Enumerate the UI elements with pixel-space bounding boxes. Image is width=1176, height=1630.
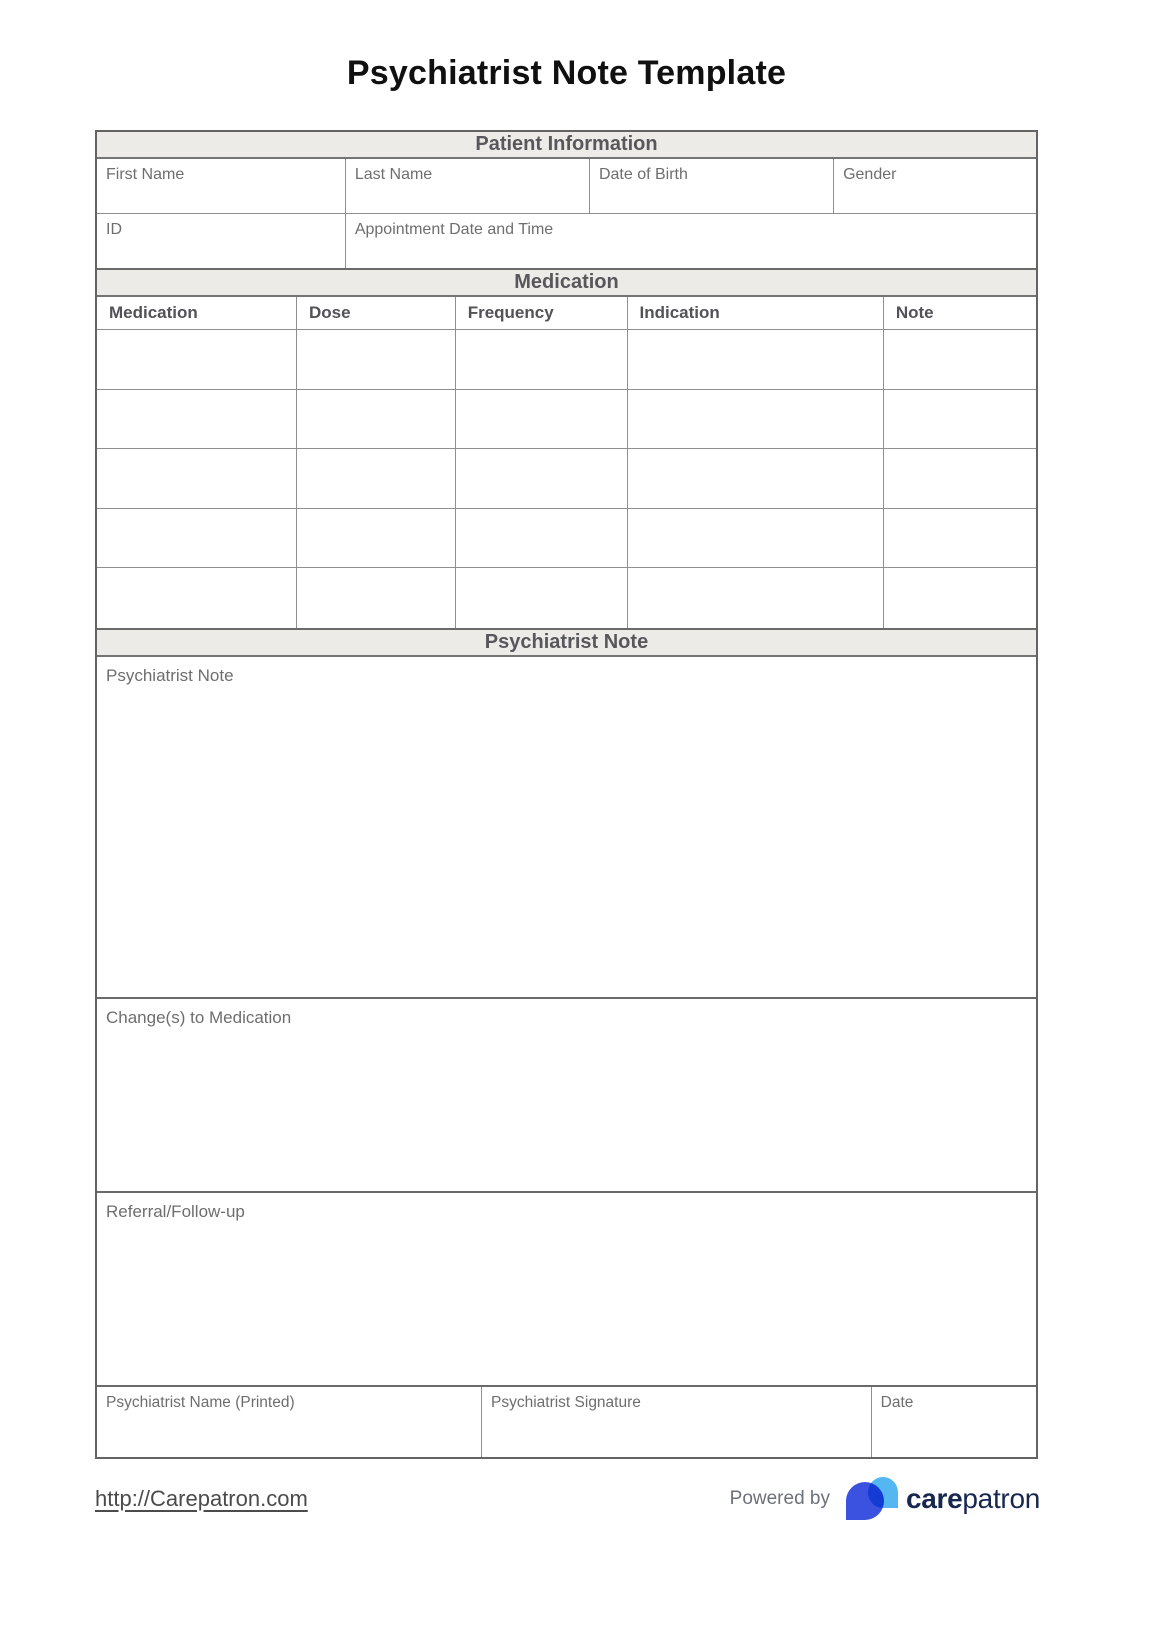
section-header-patient-information xyxy=(97,132,1036,159)
medication-title: Medication xyxy=(514,271,619,293)
patient-information-title: Patient Information xyxy=(475,133,658,155)
gender-field[interactable] xyxy=(834,159,1036,214)
medication-column-header xyxy=(97,297,297,330)
psychiatrist-note-title: Psychiatrist Note xyxy=(484,630,649,653)
logo-bubble-light xyxy=(868,1477,898,1508)
date-of-birth-field[interactable] xyxy=(590,159,834,214)
psychiatrist-note-form xyxy=(95,130,1038,1459)
note-cell[interactable] xyxy=(884,449,1036,509)
gender-label: Gender xyxy=(843,166,897,183)
psychiatrist-note-label: Psychiatrist Note xyxy=(106,665,234,685)
date-field[interactable] xyxy=(872,1387,1036,1457)
carepatron-link[interactable]: http://Carepatron.com xyxy=(95,1486,308,1511)
id-label: ID xyxy=(106,221,122,238)
medication-cell[interactable] xyxy=(97,390,297,450)
psychiatrist-signature-field[interactable] xyxy=(482,1387,872,1457)
medication-cell[interactable] xyxy=(97,509,297,569)
note-cell[interactable] xyxy=(884,390,1036,450)
note-column-header xyxy=(884,297,1036,330)
medication-cell[interactable] xyxy=(97,449,297,509)
indication-cell[interactable] xyxy=(628,390,884,450)
page-title: Psychiatrist Note Template xyxy=(346,54,787,92)
frequency-cell[interactable] xyxy=(456,390,628,450)
last-name-field[interactable] xyxy=(346,159,590,214)
dose-cell[interactable] xyxy=(297,390,456,450)
psychiatrist-note-field[interactable] xyxy=(97,657,1036,999)
indication-col-label: Indication xyxy=(639,303,720,322)
psychiatrist-name-label: Psychiatrist Name (Printed) xyxy=(106,1393,295,1411)
appointment-date-time-field[interactable] xyxy=(346,214,1036,268)
referral-followup-field[interactable] xyxy=(97,1193,1036,1387)
note-col-label: Note xyxy=(895,303,934,322)
section-header-medication xyxy=(97,268,1036,297)
first-name-field[interactable] xyxy=(97,159,346,214)
carepatron-wordmark xyxy=(906,1483,1040,1515)
frequency-cell[interactable] xyxy=(456,449,628,509)
medication-row xyxy=(97,390,1036,450)
psychiatrist-signature-label: Psychiatrist Signature xyxy=(490,1393,641,1411)
note-cell[interactable] xyxy=(884,330,1036,390)
psychiatrist-name-field[interactable] xyxy=(97,1387,482,1457)
indication-cell[interactable] xyxy=(628,330,884,390)
medication-row xyxy=(97,330,1036,390)
frequency-cell[interactable] xyxy=(456,568,628,628)
frequency-column-header xyxy=(456,297,628,330)
section-header-psychiatrist-note xyxy=(97,628,1036,657)
footer xyxy=(95,1473,1040,1525)
dose-col-label: Dose xyxy=(309,303,351,322)
frequency-col-label: Frequency xyxy=(467,303,554,322)
referral-followup-label: Referral/Follow-up xyxy=(106,1201,245,1221)
indication-column-header xyxy=(628,297,884,330)
medication-header-row xyxy=(97,297,1036,330)
medication-row xyxy=(97,449,1036,509)
dose-cell[interactable] xyxy=(297,509,456,569)
changes-to-medication-label: Change(s) to Medication xyxy=(106,1007,292,1027)
medication-row xyxy=(97,509,1036,569)
indication-cell[interactable] xyxy=(628,449,884,509)
brand-patron: patron xyxy=(962,1483,1040,1514)
indication-cell[interactable] xyxy=(628,509,884,569)
changes-to-medication-field[interactable] xyxy=(97,999,1036,1193)
medication-cell[interactable] xyxy=(97,330,297,390)
frequency-cell[interactable] xyxy=(456,509,628,569)
signature-row xyxy=(97,1387,1036,1457)
dose-cell[interactable] xyxy=(297,330,456,390)
dose-column-header xyxy=(297,297,456,330)
patient-row-1 xyxy=(97,159,1036,214)
brand-care: care xyxy=(905,1483,963,1514)
first-name-label: First Name xyxy=(106,166,185,183)
note-cell[interactable] xyxy=(884,568,1036,628)
powered-by-group xyxy=(730,1477,1040,1521)
last-name-label: Last Name xyxy=(354,166,433,183)
frequency-cell[interactable] xyxy=(456,330,628,390)
indication-cell[interactable] xyxy=(628,568,884,628)
patient-row-2 xyxy=(97,214,1036,268)
medication-row xyxy=(97,568,1036,628)
appointment-date-time-label: Appointment Date and Time xyxy=(354,221,554,238)
id-field[interactable] xyxy=(97,214,346,268)
date-of-birth-label: Date of Birth xyxy=(598,166,688,183)
medication-col-label: Medication xyxy=(109,303,198,322)
dose-cell[interactable] xyxy=(297,449,456,509)
note-cell[interactable] xyxy=(884,509,1036,569)
date-label: Date xyxy=(880,1393,914,1411)
medication-cell[interactable] xyxy=(97,568,297,628)
powered-by-label: Powered by xyxy=(729,1488,830,1509)
dose-cell[interactable] xyxy=(297,568,456,628)
carepatron-logo-icon xyxy=(846,1477,898,1521)
